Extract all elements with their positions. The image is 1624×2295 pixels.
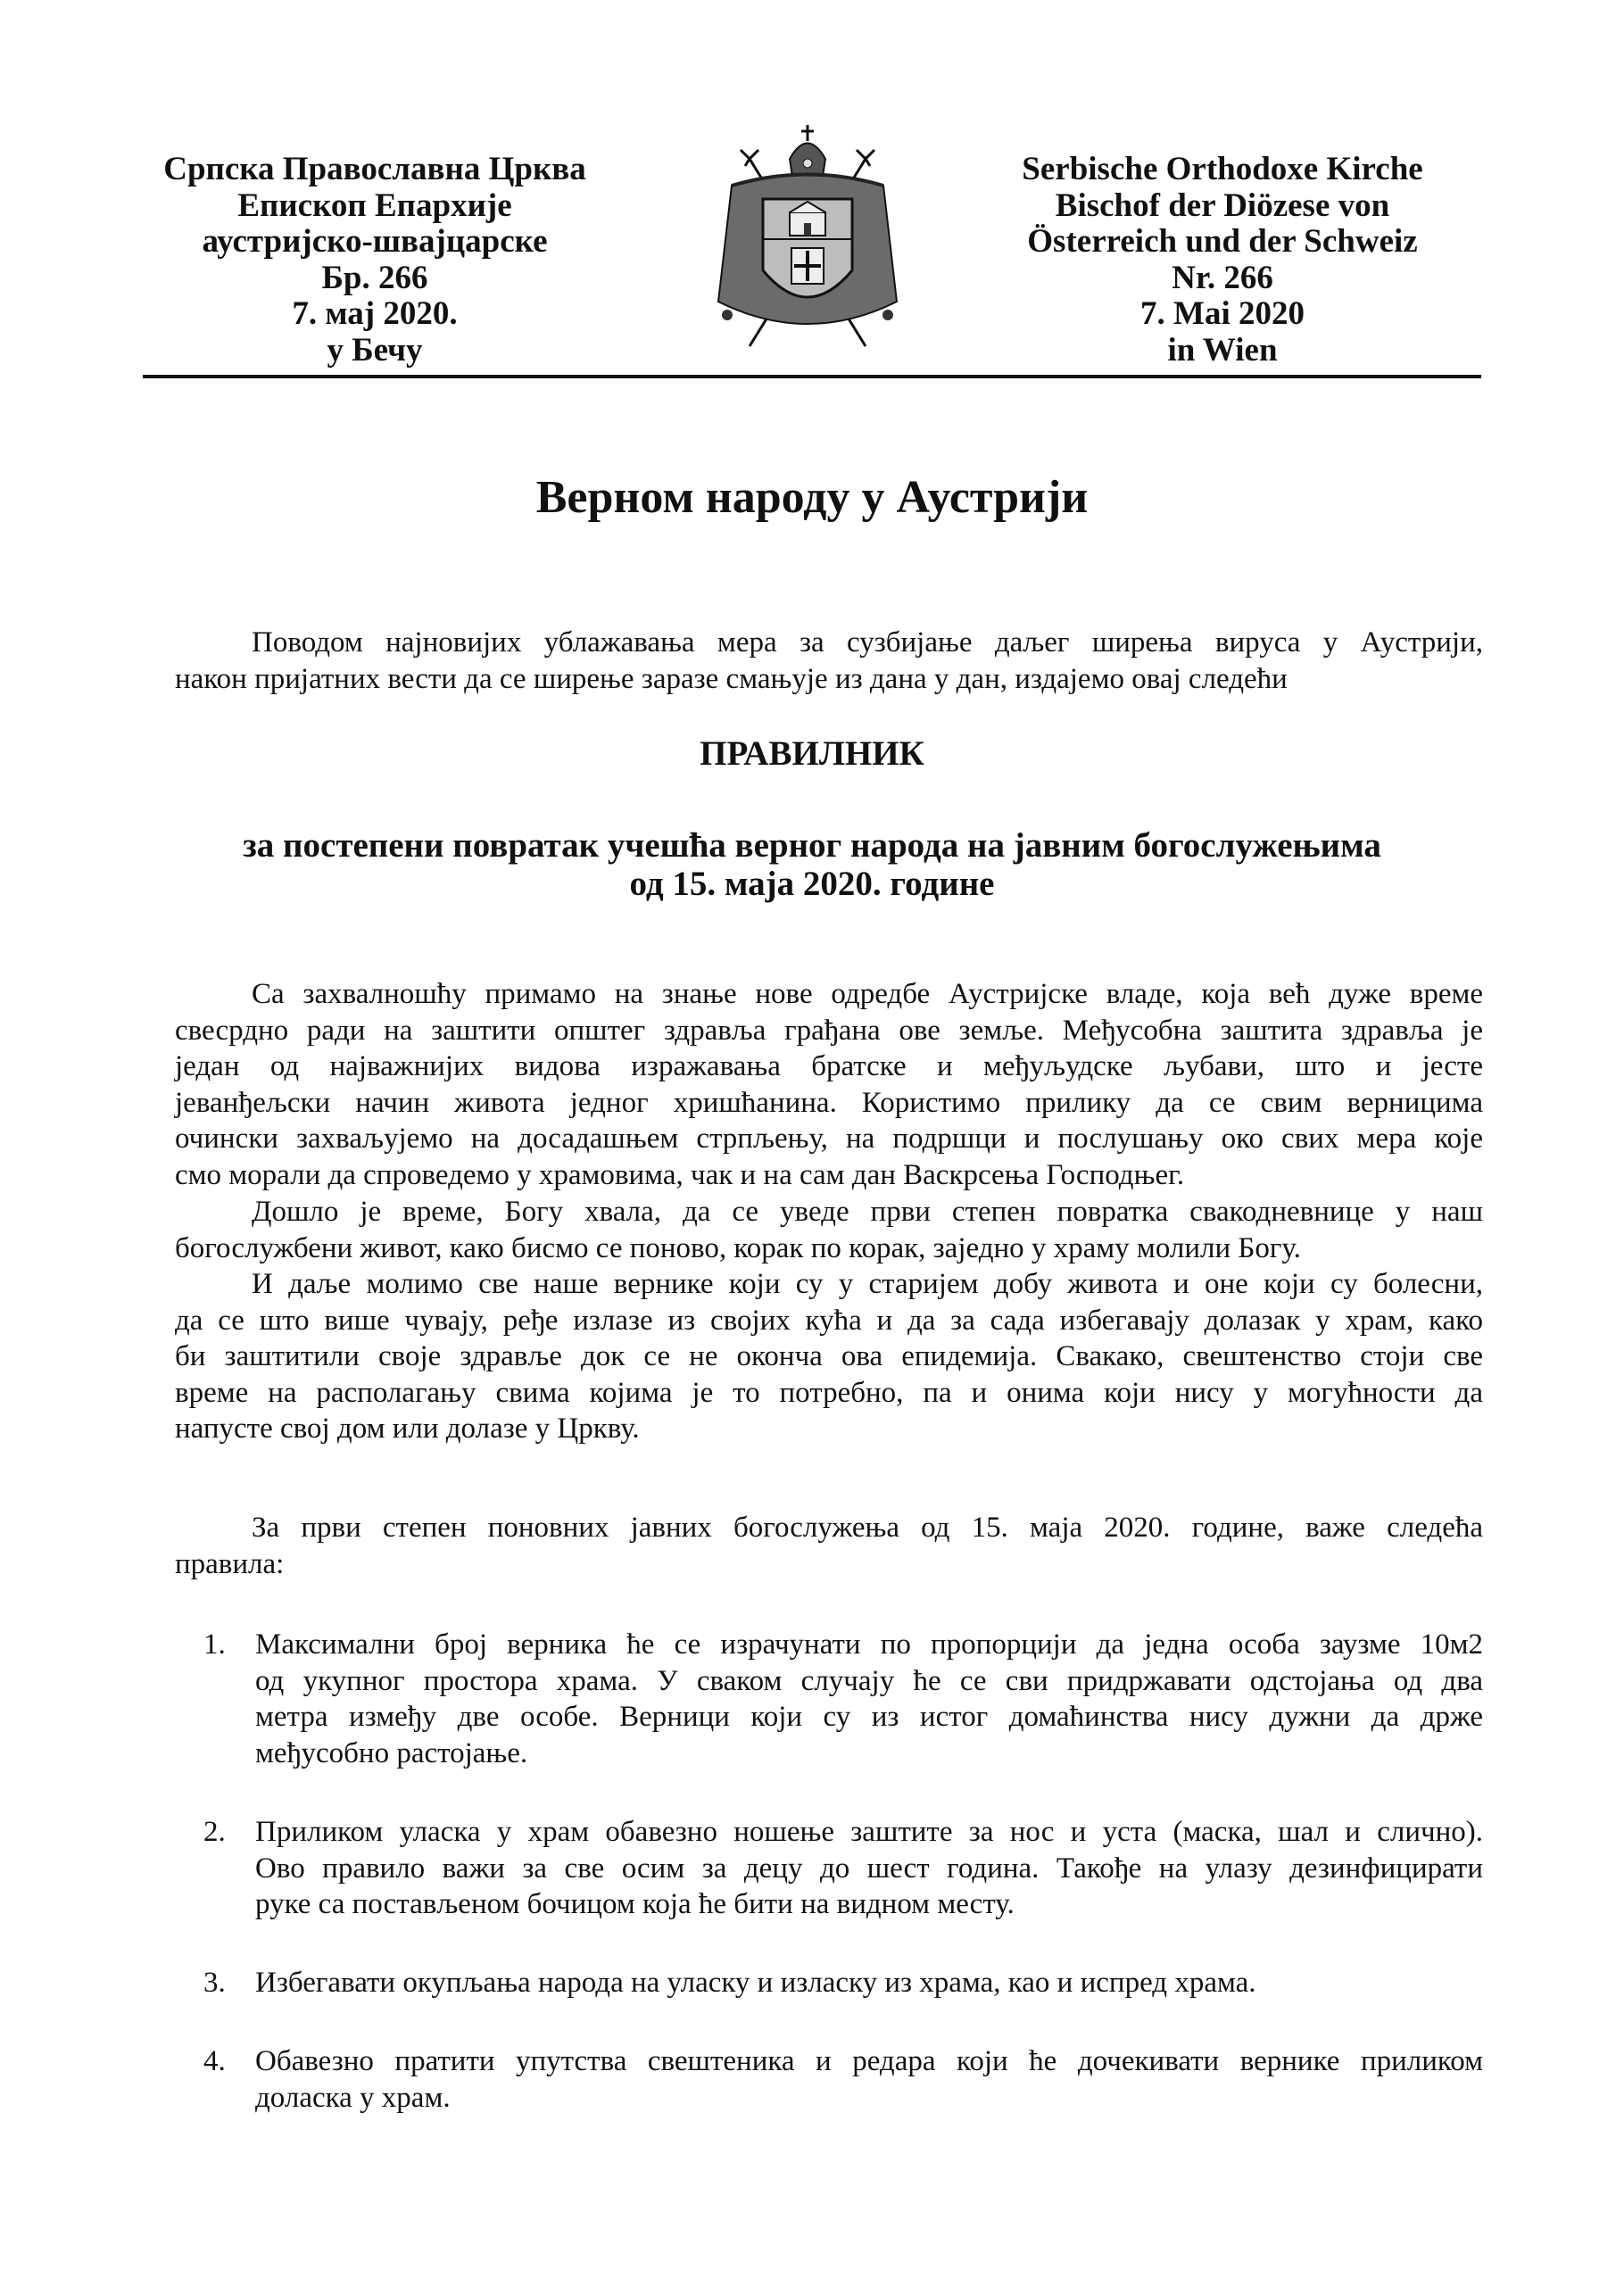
text-line: би заштитили своје здравље док се не оконча ова епидемија. Свакако, свештенство стоји све [175,1340,1483,1373]
text-line: Максимални број верника ће се израчунати по пропорцији да једна особа заузме 10м2 [255,1628,1483,1661]
list-item-number: 1. [203,1628,226,1661]
text-line: Поводом најновијих ублажавања мера за сузбијање даљег ширења вируса у Аустрији, [252,626,1483,659]
header-right-block [982,152,1463,369]
episcopal-coat-of-arms-icon [705,123,910,355]
list-item-text [255,1965,1483,2001]
text-line: богослужбени живот, како бисмо се поново, корак по корак, заједно у храму молили Богу. [175,1231,1301,1264]
header-left-line: 7. мај 2020. [292,295,458,332]
text-line: Ово правило важи за све осим за децу до шест година. Такође на улазу дезинфицирати [255,1852,1483,1885]
header-right-line: Bischof der Diözese von [1055,186,1390,224]
header-right-line: in Wien [1167,331,1278,369]
body-paragraph-3 [175,1266,1483,1447]
text-line: један од најважнијих видова изражавања братске и међуљудске љубави, што и јесте [175,1050,1483,1083]
header-divider [143,375,1481,378]
header-left-line: Бр. 266 [321,259,428,296]
regulation-subtitle-line: за постепени повратак учешћа верног народа на јавним богослужењима [243,826,1381,865]
header-left-line: Епископ Епархије [237,186,512,224]
text-line: након пријатних вести да се ширење заразе смањује из дана у дан, издајемо овај следећи [175,662,1288,695]
text-line: доласка у храм. [255,2081,451,2114]
header-left-line: Српска Православна Црква [163,151,586,187]
text-line: Дошло је време, Богу хвала, да се уведе први степен повратка свакодневнице у наш [252,1196,1483,1228]
intro-paragraph [175,625,1483,697]
text-line: јеванђељски начин живота једног хришћанина. Користимо прилику да се свим верницима [175,1086,1483,1119]
text-line: свесрдно ради на заштити општег здравља грађана ове земље. Међусобна заштита здравља је [175,1014,1483,1047]
text-line: да се што више чувају, ређе излазе из својих кућа и да за сада избегавају долазак у храм, како [175,1304,1483,1337]
list-item-number: 3. [203,1967,226,1999]
header-right-line: 7. Mai 2020 [1140,295,1305,332]
text-line: За први степен поновних јавних богослужења од 15. маја 2020. године, важе следећа [252,1512,1483,1544]
regulation-heading: ПРАВИЛНИК [700,734,924,773]
header-right-line: Serbische Orthodoxe Kirche [1022,151,1423,187]
list-item-text [255,2043,1483,2116]
header-left-line: аустријско-швајцарске [202,223,548,260]
text-line: време на располагању свима којима је то потребно, па и онима који нису у могућности да [175,1376,1483,1409]
text-line: руке са постављеном бочицом која ће бити на видном месту. [255,1888,1015,1921]
regulation-subtitle-line: од 15. маја 2020. године [629,865,995,903]
header-right-line: Österreich und der Schweiz [1027,223,1418,260]
document-title: Верном народу у Аустрији [535,472,1089,523]
header-right-line: Nr. 266 [1172,259,1273,296]
text-line: међусобно растојање. [255,1736,528,1769]
list-item-text [255,1627,1483,1771]
list-item-number: 2. [203,1816,226,1848]
body-paragraph-2 [175,1194,1483,1266]
header-left-line: у Бечу [327,331,423,369]
header-left-block [134,152,616,369]
text-line: Приликом уласка у храм обавезно ношење заштите за нос и уста (маска, шал и слично). [255,1816,1483,1848]
text-line: очински захваљујемо на досадашњем стрпљењу, на подршци и послушању око свих мера које [175,1123,1483,1156]
text-line: Обавезно пратити упутства свештеника и редара који ће дочекивати вернике приликом [255,2045,1483,2077]
list-item-number: 4. [203,2045,226,2077]
body-paragraph-1 [175,976,1483,1194]
text-line: правила: [175,1547,285,1580]
text-line: И даље молимо све наше вернике који су у старијем добу живота и оне који су болесни, [252,1268,1483,1300]
body-paragraph-4 [175,1510,1483,1582]
text-line: од укупног простора храма. У сваком случају ће се сви придржавати одстојања од два [255,1664,1483,1697]
text-line: Избегавати окупљања народа на уласку и изласку из храма, као и испред храма. [255,1967,1256,1999]
text-line: Са захвалношћу примамо на знање нове одредбе Аустријске владе, која већ дуже време [252,978,1483,1010]
list-item-text [255,1814,1483,1923]
text-line: напусте свој дом или долазе у Цркву. [175,1413,640,1446]
text-line: смо морали да спроведемо у храмовима, чак и на сам дан Васкрсења Господњег. [175,1158,1185,1191]
text-line: метра између две особе. Верници који су из истог домаћинства нису дужни да држе [255,1701,1483,1734]
